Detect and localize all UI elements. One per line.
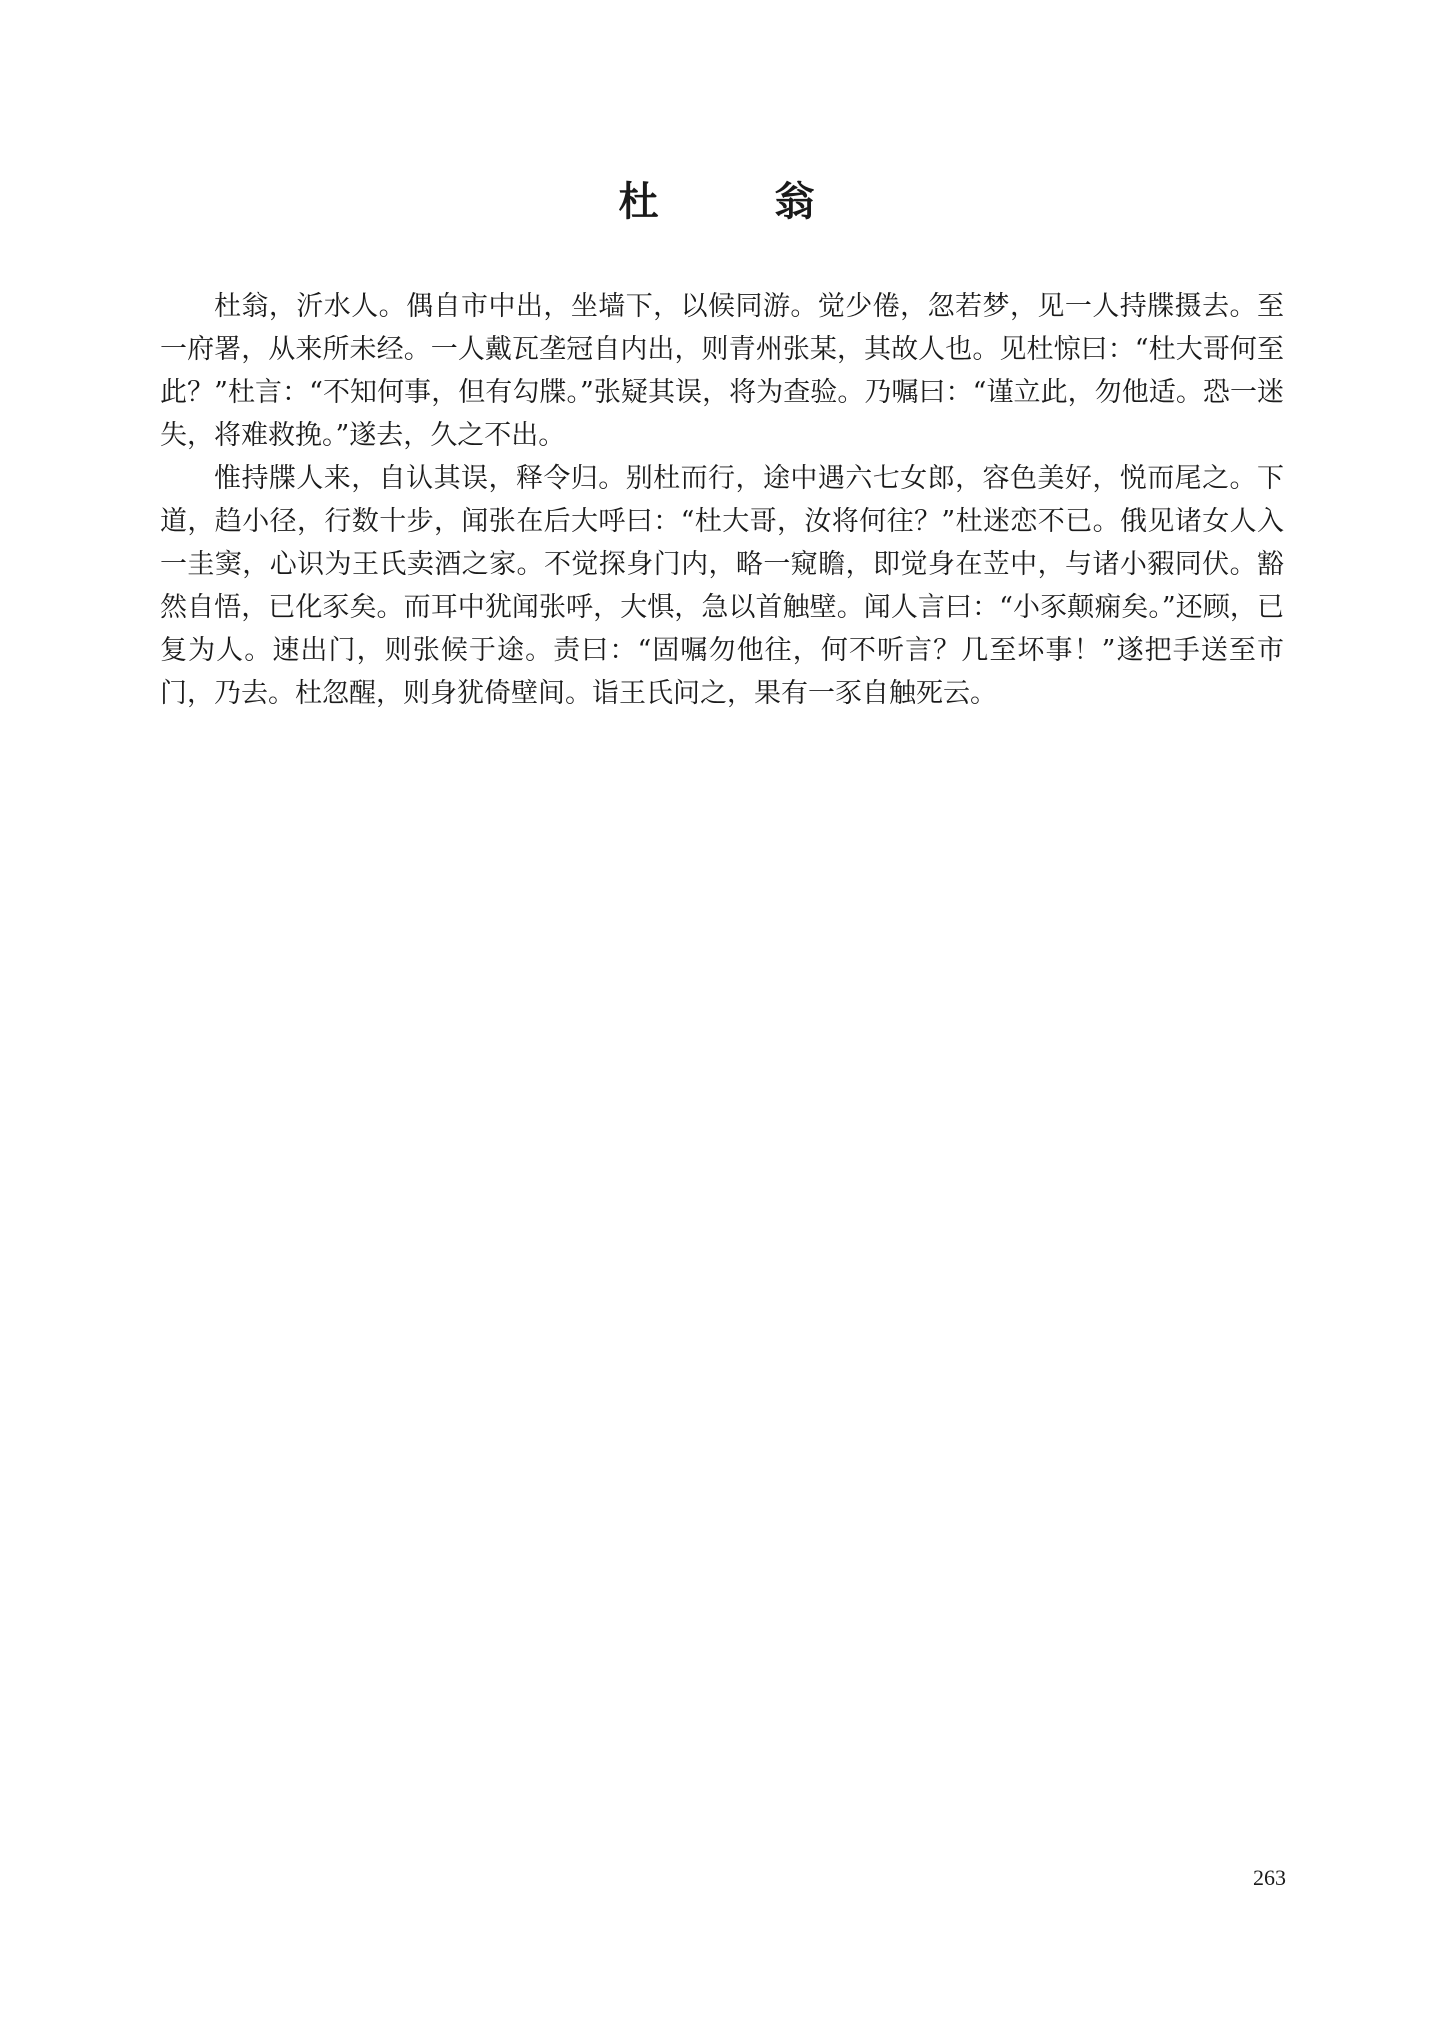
page-title: 杜 翁 — [618, 179, 853, 225]
paragraph-2: 惟持牒人来，自认其误，释令归。别杜而行，途中遇六七女郎，容色美好，悦而尾之。下道，趋小径，行数十步，闻张在后大呼曰：“杜大哥，汝将何往？”杜迷恋不已。俄见诸女人入一圭窦，心识为王氏卖酒之家。不觉探身门内，略一窥瞻，即觉身在苙中，与诸小豭同伏。豁然自悟，已化豕矣。而耳中犹闻张呼，大惧，急以首触壁。闻人言曰：“小豕颠痫矣。”还顾，已复为人。速出门，则张候于途。责曰：“固嘱勿他往，何不听言？几至坏事！”遂把手送至市门，乃去。杜忽醒，则身犹倚壁间。诣王氏问之，果有一豕自触死云。 — [160, 463, 1284, 709]
page-number: 263 — [1253, 1865, 1286, 1890]
body-text — [160, 285, 1284, 715]
paragraph-1: 杜翁，沂水人。偶自市中出，坐墙下，以候同游。觉少倦，忽若梦，见一人持牒摄去。至一府署，从来所未经。一人戴瓦垄冠自内出，则青州张某，其故人也。见杜惊曰：“杜大哥何至此？”杜言：“不知何事，但有勾牒。”张疑其误，将为查验。乃嘱曰：“谨立此，勿他适。恐一迷失，将难救挽。”遂去，久之不出。 — [160, 291, 1284, 451]
